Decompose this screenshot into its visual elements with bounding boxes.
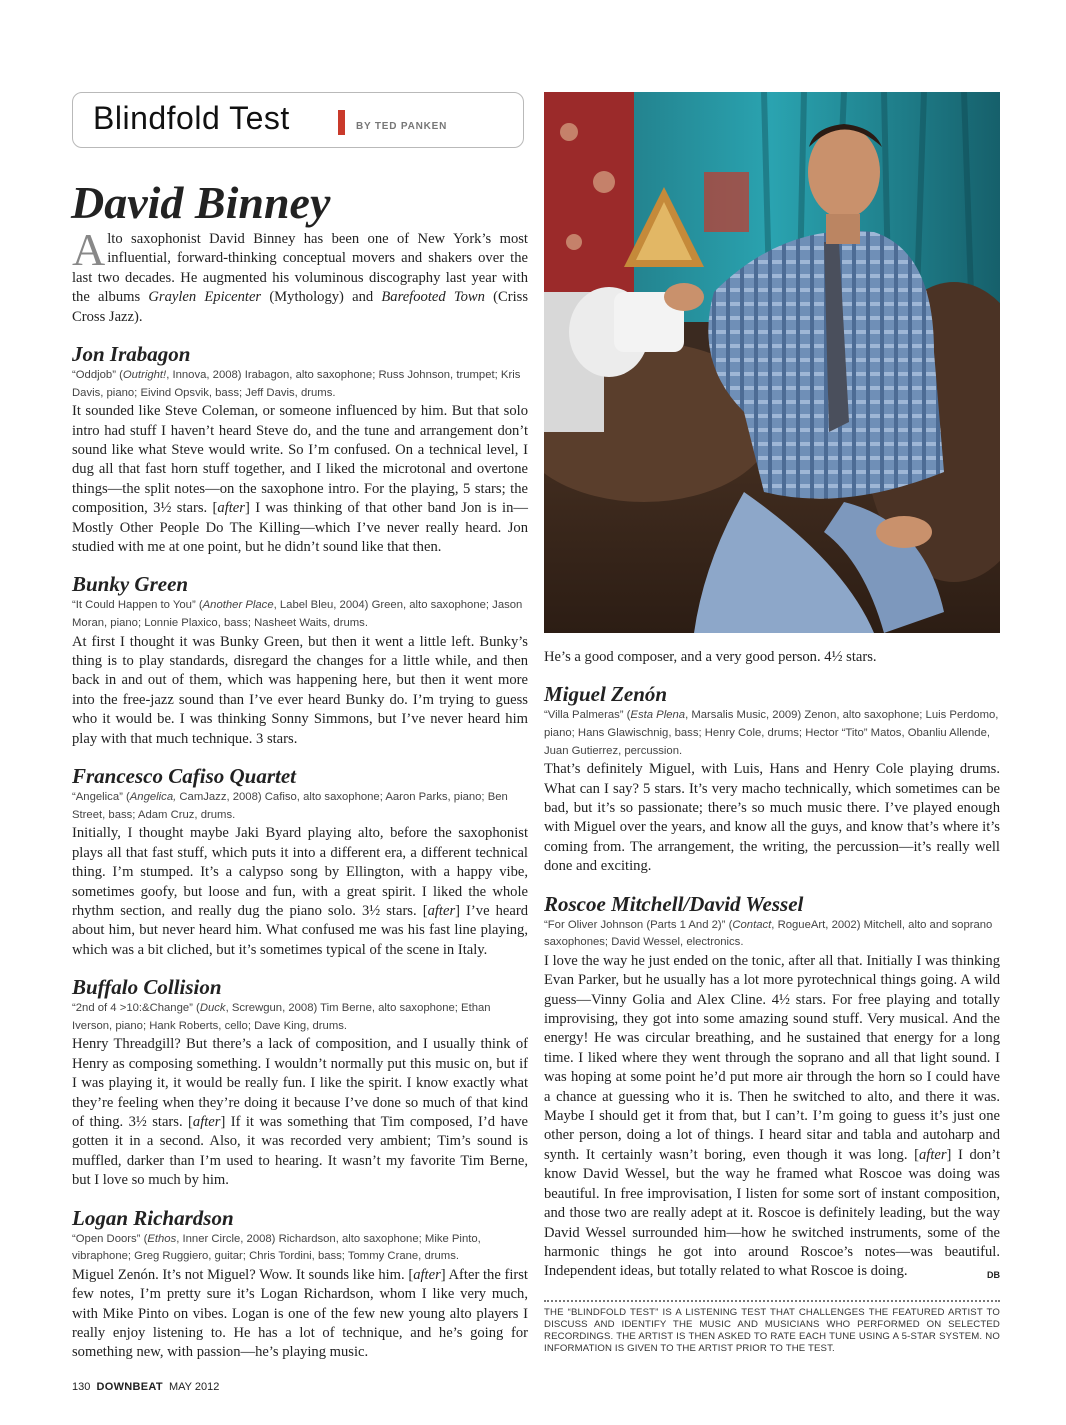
section-title: Jon Irabagon — [72, 342, 191, 367]
recording-credit: “Oddjob” (Outright!, Innova, 2008) Irabagon, alto saxophone; Russ Johnson, trumpet; Kris Davis, piano; Eivind Opsvik, bass; Jeff Davis, drums. — [72, 369, 521, 399]
review-text-content: It sounded like Steve Coleman, or someone influenced by him. But that solo intro had stuff I haven’t heard Steve do, and the tune and arrangement don’t sound like what Steve would write. So I’m confused. On a technical level, I dug all that fast horn stuff together, and I liked the microtonal and overtone things—the split notes—on the saxophone intro. For the playing, 5 stars; the composition, 3½ stars. [after] I was thinking of that other band Jon is in—Mostly Other People Do The Killing—which I’ve never really heard. Jon studied with me at one point, but he didn’t sound like that then. — [72, 403, 528, 556]
review-text — [72, 402, 528, 557]
artist-name: David Binney — [71, 177, 331, 228]
page-number: 130 — [72, 1381, 91, 1393]
review-section — [72, 571, 528, 749]
end-mark: DB — [987, 1270, 1000, 1281]
recording-credit: “2nd of 4 >10:&Change” (Duck, Screwgun, 2008) Tim Berne, alto saxophone; Ethan Iverson, piano; Hank Roberts, cello; Dave King, drums. — [72, 1002, 491, 1032]
review-section — [72, 1205, 528, 1363]
section-title: Bunky Green — [72, 572, 189, 597]
intro-paragraph — [72, 224, 529, 327]
review-section — [544, 891, 1000, 1282]
department-title: Blindfold Test — [93, 100, 290, 136]
section-title: Roscoe Mitchell/David Wessel — [544, 891, 804, 916]
review-text — [544, 952, 1000, 1282]
review-section — [72, 341, 528, 557]
right-column — [544, 648, 1000, 1286]
section-title: Francesco Cafiso Quartet — [72, 764, 297, 789]
left-sections — [72, 341, 528, 1363]
footnote — [544, 1300, 1000, 1355]
section-title: Miguel Zenón — [544, 682, 668, 707]
right-sections — [544, 681, 1000, 1281]
byline: BY TED PANKEN — [356, 121, 448, 132]
review-text — [72, 1035, 528, 1190]
recording-credit: “It Could Happen to You” (Another Place, Label Bleu, 2004) Green, alto saxophone; Jason Moran, piano; Lonnie Plaxico, bass; Nasheet Waits, drums. — [72, 599, 523, 630]
recording-credit: “For Oliver Johnson (Parts 1 And 2)” (Contact, RogueArt, 2002) Mitchell, alto and soprano saxophones; David Wessel, electronics. — [544, 918, 993, 949]
review-text — [72, 824, 528, 960]
review-text-content: Initially, I thought maybe Jaki Byard playing alto, before the saxophonist plays all that fast stuff, which puts it into a different era, a different technical thing. I’m stumped. It’s a calypso song by Ellington, with a happy vibe, sometimes goofy, but loose and fun, with a great spirit. I liked the whole rhythm section, and really dug the piano solo. 3½ stars. [after] I’ve heard about him, but never heard him. What confused me was his fast line playing, which was a bit cliched, but it’s sometimes typical of the scene in Italy. — [72, 825, 529, 958]
review-section — [72, 763, 528, 960]
continuation-paragraph: He’s a good composer, and a very good person. 4½ stars. — [544, 649, 877, 665]
left-column — [72, 224, 529, 1363]
review-text-content: At first I thought it was Bunky Green, but then it went a little left. Bunky’s thing is to play standards, disregard the changes for a little while, and then back in and out of them, which was happening here, but then it went more into the free-jazz sound than I’ve ever heard Bunky do. I’m trying to guess who it would be. I was thinking Sonny Simmons, but I’ve never heard him play with that much technique. 3 stars. — [72, 633, 528, 747]
review-section — [72, 974, 528, 1190]
section-title: Logan Richardson — [72, 1205, 234, 1230]
review-section — [544, 681, 1000, 876]
recording-credit: “Open Doors” (Ethos, Inner Circle, 2008) Richardson, alto saxophone; Mike Pinto, vibraphone; Greg Ruggiero, guitar; Chris Tordini, bass; Tommy Crane, drums. — [72, 1232, 481, 1263]
department-header — [72, 92, 524, 148]
footnote-divider — [544, 1300, 1000, 1302]
section-title: Buffalo Collision — [72, 975, 222, 1000]
review-text-content: Miguel Zenón. It’s not Miguel? Wow. It sounds like him. [after] After the first few notes, I’m pretty sure it’s Logan Richardson, whom I like very much, with Mike Pinto on vibes. Logan is one of the few new young alto players I really enjoy listening to. He has a lot of technique, and he’s going for something new, with passion—he’s playing music. — [72, 1266, 528, 1361]
footnote-text: THE “BLINDFOLD TEST” IS A LISTENING TEST THAT CHALLENGES THE FEATURED ARTIST TO DISCUSS AND IDENTIFY THE MUSIC AND MUSICIANS WHO PERFORMED ON SELECTED RECORDINGS. THE ARTIST IS THEN ASKED TO RATE EACH TUNE USING A 5-STAR SYSTEM. NO INFORMATION IS GIVEN TO THE ARTIST PRIOR TO THE TEST. — [544, 1307, 1000, 1354]
recording-credit: “Villa Palmeras” (Esta Plena, Marsalis Music, 2009) Zenon, alto saxophone; Luis Perdomo, piano; Hans Glawischnig, bass; Henry Cole, drums; Hector “Tito” Matos, Obanliu Allende, Juan Gutierrez, percussion. — [544, 709, 999, 757]
review-text-content: That’s definitely Miguel, with Luis, Hans and Henry Cole playing drums. What can I say? 5 stars. It’s very macho technically, which sometimes can be bad, but it’s so passionate; there’s so much music there. I’ve played enough with Miguel over the years, and know all the guys, and know that’s where it’s coming from. The arrangement, the writing, the percussion—it’s really well done and exciting. — [544, 761, 1000, 875]
header-accent-bar — [338, 110, 345, 135]
artist-photo — [544, 92, 1000, 633]
artist-photo-illustration — [544, 92, 1000, 633]
drop-cap: A — [72, 224, 106, 275]
recording-credit: “Angelica” (Angelica, CamJazz, 2008) Cafiso, alto saxophone; Aaron Parks, piano; Ben Street, bass; Adam Cruz, drums. — [72, 791, 508, 821]
issue-date: MAY 2012 — [168, 1381, 220, 1393]
folio — [72, 1381, 219, 1393]
review-text — [72, 1266, 528, 1363]
review-text — [72, 633, 528, 749]
review-text-content: Henry Threadgill? But there’s a lack of composition, and I usually think of Henry as composing something. I wouldn’t normally put this music on, but if I was playing it, it would be really fun. I like the spirit. I know exactly what they’re feeling when they’re doing it because I’ve done so much of that kind of thing. 3½ stars. [after] If it was something that Tim composed, I’d have gotten it in a second. Also, it was recorded very ambient; Tim’s sound is muffled, darker than I’m used to hearing. It wasn’t my favorite Tim Berne, but I love so much by him. — [72, 1036, 529, 1189]
review-text-content: I love the way he just ended on the tonic, after all that. Initially I was thinking Evan Parker, but he usually has a lot more pyrotechnical things going. A wild guess—Vinny Golia and Alex Cline. 4½ stars. For free playing and totally improvising, they got into some amazing sound stuff. Very musical. And the energy! He was circular breathing, and he sustained that energy for a long time. I liked where they went through the soprano and all that light sound. I was hoping at some point he’d put more air through the horn so I could have a chance at guessing who it is. Then he switched to alto, and there it was. Maybe I should get it from that, but I can’t. I’m going to guess it’s just one other person, doing a lot of things. I heard sitar and tabla and autoharp and synth. It certainly wasn’t boring, even though it was long. [after] I don’t know David Wessel, but the way he framed what Roscoe was doing was beautiful. In free improvisation, I listen for some sort of instant composition, and those two are really adept at it. Roscoe is definitely leading, but the way David Wessel surrounded him—how he switched instruments, some of the harmonic things he got into around Roscoe’s notes—was beautiful. Independent ideas, but totally related to what Roscoe is doing. — [544, 952, 1001, 1280]
intro-text: lto saxophonist David Binney has been one of New York’s most influential, forward-thinking conceptual movers and shakers over the last two decades. He augmented his voluminous discography last year with the albums Graylen Epicenter (Mythology) and Barefooted Town (Criss Cross Jazz). — [72, 231, 529, 325]
magazine-name: DOWNBEAT — [96, 1381, 163, 1393]
review-text — [544, 760, 1000, 876]
